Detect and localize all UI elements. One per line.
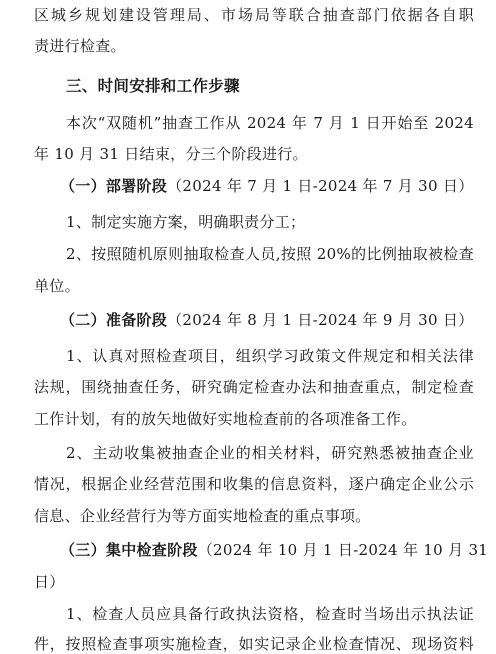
section-heading: 三、时间安排和工作步骤 xyxy=(66,77,240,95)
subsection-title: （三）集中检查阶段 xyxy=(60,541,198,559)
subsection-dates: （2024 年 10 月 1 日-2024 年 10 月 31 xyxy=(197,541,489,559)
paragraph-line: 工作计划，有的放矢地做好实地检查前的各项准备工作。 xyxy=(34,410,417,428)
subsection-heading-2 xyxy=(60,310,474,330)
subsection-title: （二）准备阶段 xyxy=(60,311,168,329)
paragraph-line: 件，按照检查事项实施检查，如实记录企业检查情况、现场资料 xyxy=(34,635,474,653)
paragraph-line: 单位。 xyxy=(34,277,80,295)
paragraph-line: 情况，根据企业经营范围和收集的信息资料，逐户确定企业公示 xyxy=(34,475,474,493)
subsection-heading-3 xyxy=(60,540,488,560)
subsection-dates: （2024 年 7 月 1 日-2024 年 7 月 30 日） xyxy=(167,177,474,195)
paragraph-line: 2、主动收集被抽查企业的相关材料，研究熟悉被抽查企业 xyxy=(66,444,474,462)
subsection-dates: （2024 年 8 月 1 日-2024 年 9 月 30 日） xyxy=(167,311,474,329)
paragraph-line: 区城乡规划建设管理局、市场局等联合抽查部门依据各自职 xyxy=(34,6,474,24)
paragraph-line: 1、制定实施方案，明确职责分工； xyxy=(66,213,306,231)
paragraph-line: 日） xyxy=(34,573,65,591)
paragraph-line: 法规，围绕抽查任务，研究确定检查办法和抽查重点，制定检查 xyxy=(34,378,474,396)
paragraph-line: 2、按照随机原则抽取检查人员,按照 20%的比例抽取被检查 xyxy=(66,245,474,263)
paragraph-line: 本次“双随机”抽查工作从 2024 年 7 月 1 日开始至 2024 xyxy=(66,114,474,132)
paragraph-line: 1、认真对照检查项目，组织学习政策文件规定和相关法律 xyxy=(66,347,474,365)
paragraph-line: 年 10 月 31 日结束，分三个阶段进行。 xyxy=(34,145,308,163)
paragraph-line: 信息、企业经营行为等方面实地检查的重点事项。 xyxy=(34,507,371,525)
subsection-heading-1 xyxy=(60,176,474,196)
paragraph-line: 1、检查人员应具备行政执法资格，检查时当场出示执法证 xyxy=(66,605,474,623)
subsection-title: （一）部署阶段 xyxy=(60,177,168,195)
paragraph-line: 责进行检查。 xyxy=(34,37,126,55)
